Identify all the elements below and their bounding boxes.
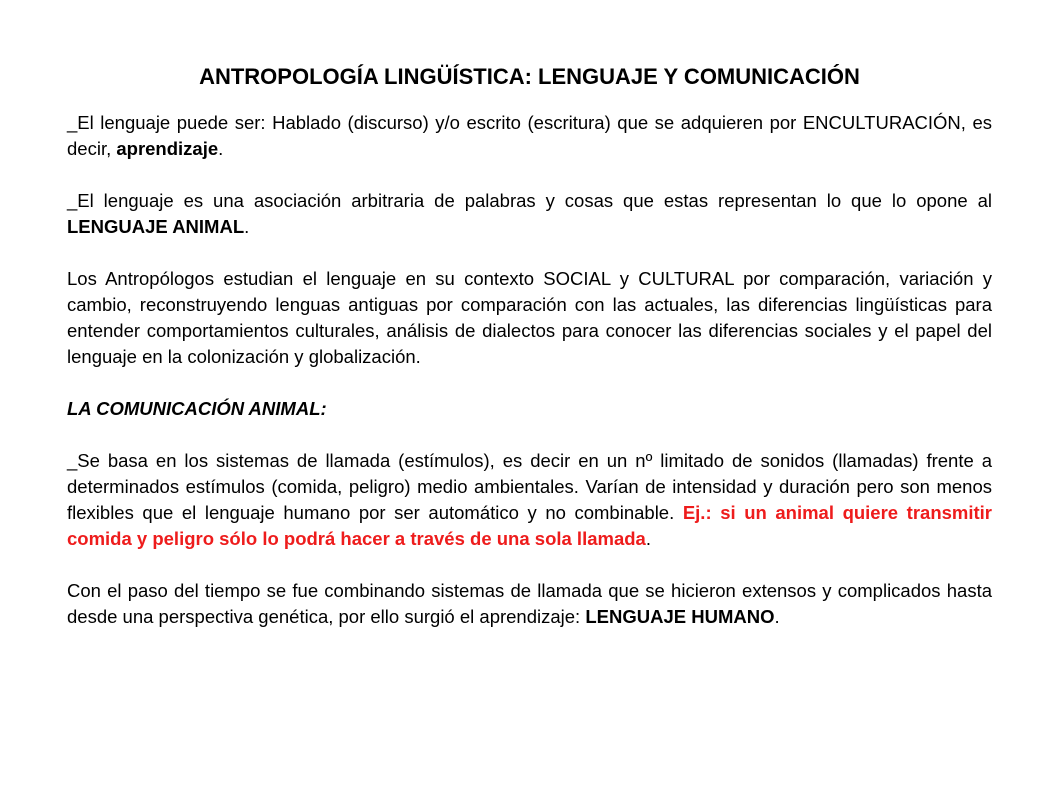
paragraph-end: .	[645, 528, 651, 549]
paragraph-antropologos: Los Antropólogos estudian el lenguaje en su contexto SOCIAL y CULTURAL por comparación, variación y cambio, reconstruyendo lenguas antiguas por comparación con las actuales, las diferencias lingüísticas para entender comportamientos culturales, análisis de dialectos para conocer las diferencias sociales y el papel del lenguaje en la colonización y globalización.	[67, 268, 992, 367]
emphasis-aprendizaje: aprendizaje	[116, 138, 219, 159]
paragraph-asociacion-arbitraria	[67, 188, 992, 240]
paragraph-lenguaje-humano	[67, 578, 992, 630]
paragraph-text: _El lenguaje es una asociación arbitraria de palabras y cosas que estas representan lo que lo opone al	[67, 190, 992, 211]
paragraph-text: Con el paso del tiempo se fue combinando sistemas de llamada que se hicieron extensos y complicados hasta desde una perspectiva genética, por ello surgió el aprendizaje:	[67, 580, 992, 627]
emphasis-lenguaje-humano: LENGUAJE HUMANO	[585, 606, 775, 627]
section-heading-comunicacion-animal: LA COMUNICACIÓN ANIMAL:	[67, 398, 327, 419]
paragraph-text: _Se basa en los sistemas de llamada (estímulos), es decir en un nº limitado de sonidos (llamadas) frente a determinados estímulos (comida, peligro) medio ambientales. Varían de intensidad y duración pero son menos flexibles que el lenguaje humano por ser automático y no combinable.	[67, 450, 992, 523]
paragraph-end: .	[218, 138, 224, 159]
slide-content	[67, 60, 992, 630]
emphasis-lenguaje-animal: LENGUAJE ANIMAL	[67, 216, 245, 237]
paragraph-sistemas-llamada	[67, 448, 992, 552]
paragraph-lenguaje-tipos	[67, 110, 992, 162]
paragraph-end: .	[774, 606, 780, 627]
slide-title: ANTROPOLOGÍA LINGÜÍSTICA: LENGUAJE Y COMUNICACIÓN	[199, 64, 860, 89]
paragraph-end: .	[244, 216, 250, 237]
example-highlight: Ej.: si un animal quiere transmitir comida y peligro sólo lo podrá hacer a través de una sola llamada	[67, 502, 992, 549]
paragraph-text: _El lenguaje puede ser: Hablado (discurso) y/o escrito (escritura) que se adquieren por ENCULTURACIÓN, es decir,	[67, 112, 992, 159]
